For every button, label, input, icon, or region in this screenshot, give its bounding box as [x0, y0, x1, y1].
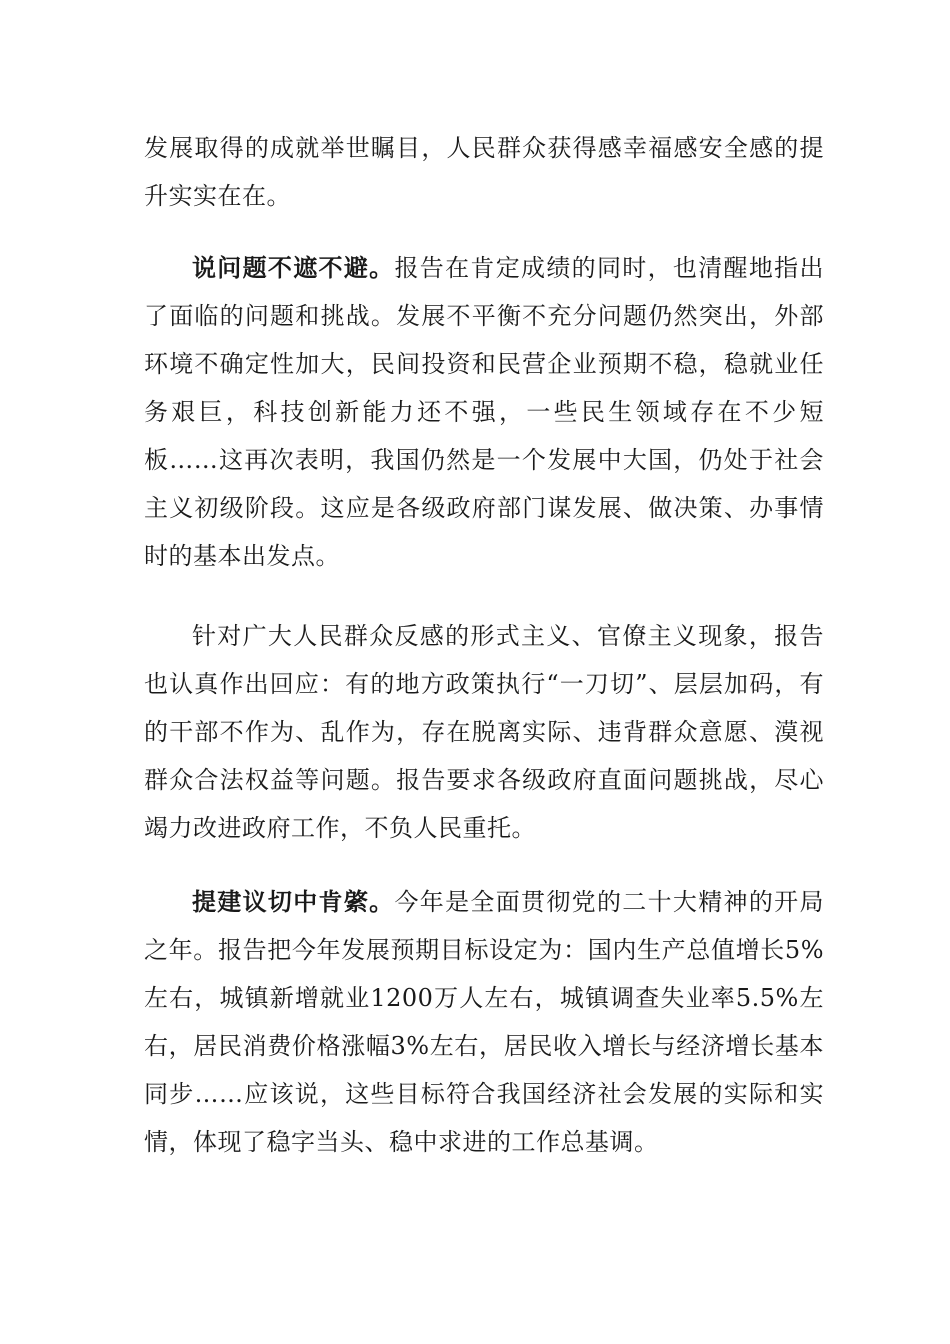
paragraph-4-text: 今年是全面贯彻党的二十大精神的开局之年。报告把今年发展预期目标设定为：国内生产总值增长5%左右，城镇新增就业1200万人左右，城镇调查失业率5.5%左右，居民消费价格涨幅3%左右，居民收入增长与经济增长基本同步……应该说，这些目标符合我国经济社会发展的实际和实情，体现了稳字当头、稳中求进的工作总基调。: [144, 888, 824, 1156]
paragraph-3-text: 针对广大人民群众反感的形式主义、官僚主义现象，报告也认真作出回应：有的地方政策执行“一刀切”、层层加码，有的干部不作为、乱作为，存在脱离实际、违背群众意愿、漠视群众合法权益等问题。报告要求各级政府直面问题挑战，尽心竭力改进政府工作，不负人民重托。: [144, 622, 824, 842]
paragraph-3: [144, 612, 824, 852]
paragraph-4: [144, 878, 824, 1166]
paragraph-2: [144, 244, 824, 580]
paragraph-1-text: 发展取得的成就举世瞩目，人民群众获得感幸福感安全感的提升实实在在。: [144, 134, 824, 210]
paragraph-4-lead: 提建议切中肯綮。: [192, 887, 395, 916]
paragraph-2-text: 报告在肯定成绩的同时，也清醒地指出了面临的问题和挑战。发展不平衡不充分问题仍然突出，外部环境不确定性加大，民间投资和民营企业预期不稳，稳就业任务艰巨，科技创新能力还不强，一些民生领域存在不少短板……这再次表明，我国仍然是一个发展中大国，仍处于社会主义初级阶段。这应是各级政府部门谋发展、做决策、办事情时的基本出发点。: [144, 254, 824, 570]
paragraph-2-lead: 说问题不遮不避。: [192, 253, 395, 282]
paragraph-1: [144, 124, 824, 220]
